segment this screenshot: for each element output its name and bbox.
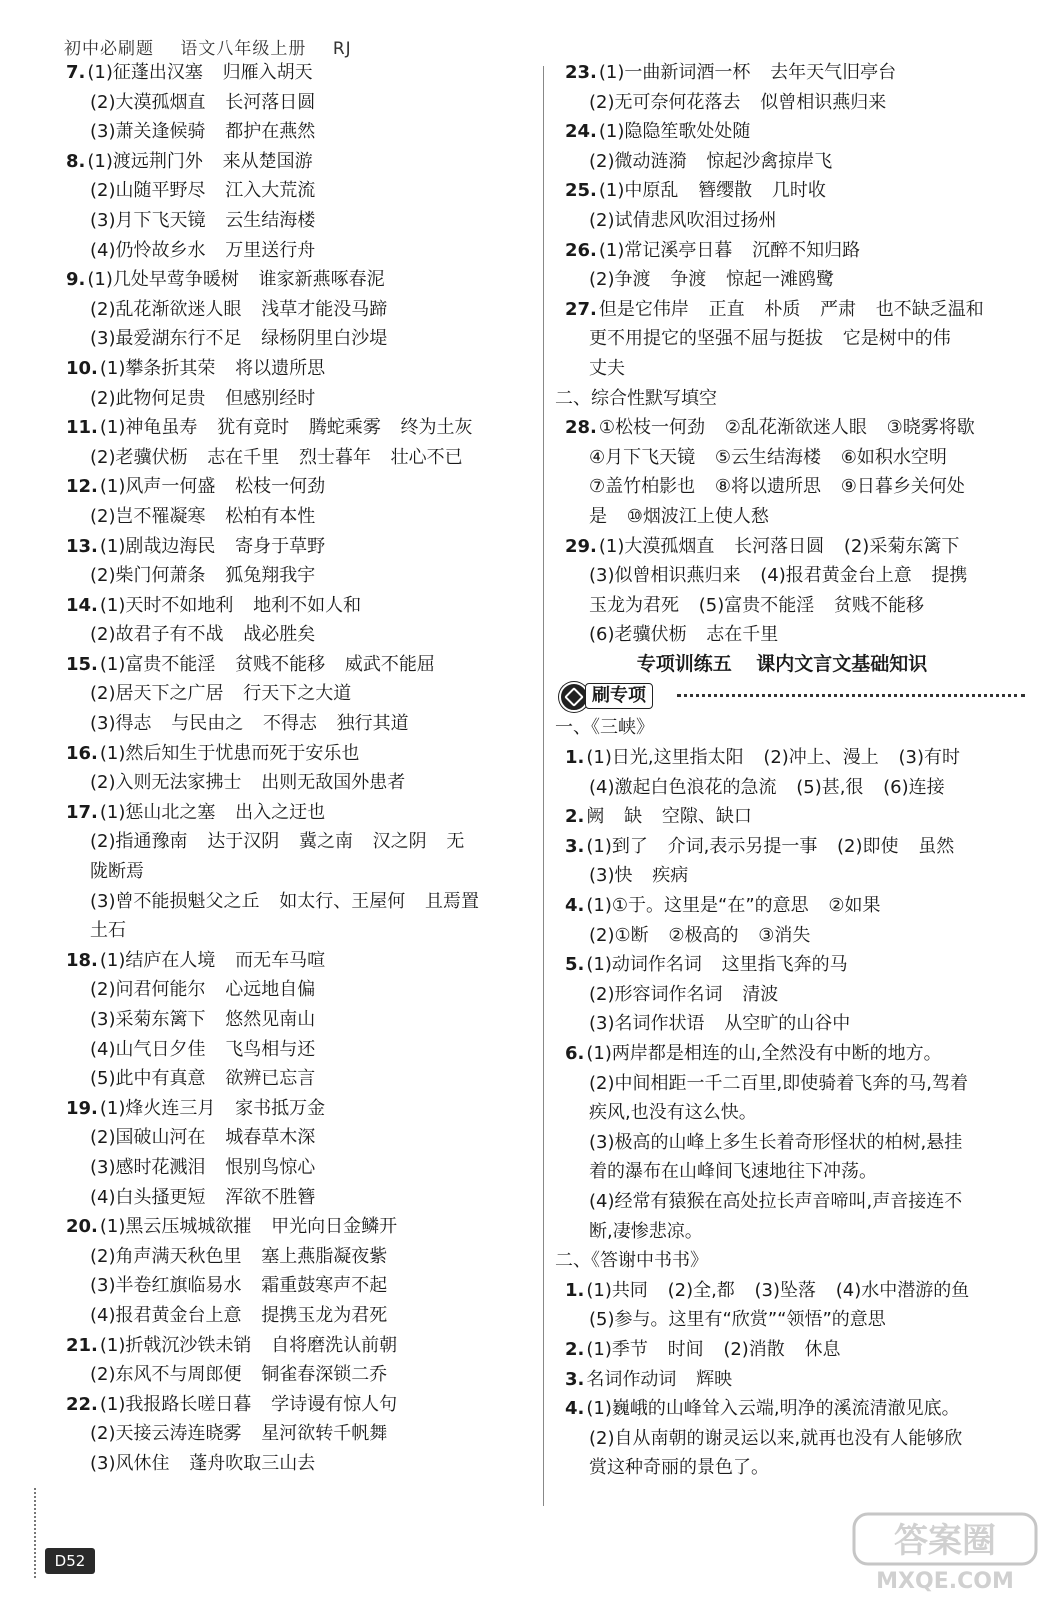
answer-text: ⑦盖竹柏影也 ⑧将以遗所思 ⑨日暮乡关何处	[589, 476, 965, 498]
answer-line	[56, 1449, 536, 1479]
question-number: 4.	[565, 1398, 585, 1420]
answer-line	[56, 1360, 536, 1390]
question-number: 16.	[66, 742, 98, 764]
question-number: 1.	[565, 1279, 585, 1301]
answer-line	[555, 1157, 1025, 1187]
answer-text: (2)形容词作名词 清波	[589, 983, 779, 1005]
answer-text: (3)极高的山峰上多生长着奇形怪状的柏树,悬挂	[589, 1131, 963, 1153]
answer-text: (2)柴门何萧条 狐兔翔我宇	[90, 565, 316, 587]
answer-text: (2)东风不与周郎便 铜雀春深锁二乔	[90, 1364, 388, 1386]
answer-line	[555, 1128, 1025, 1158]
section-heading	[555, 713, 1025, 743]
answer-line	[555, 561, 1025, 591]
answer-text: 玉龙为君死 (5)富贵不能淫 贫贱不能移	[589, 594, 924, 616]
answer-text: (1)攀条折其荣 将以遗所思	[99, 357, 326, 379]
answer-text: ④月下飞天镜 ⑤云生结海楼 ⑥如积水空明	[589, 446, 947, 468]
answer-line	[56, 1035, 536, 1065]
answer-line	[555, 950, 1025, 980]
answer-text: 名词作动词 辉映	[586, 1368, 733, 1390]
question-number: 24.	[565, 121, 597, 143]
answers-block-top	[555, 58, 1025, 650]
answer-line	[56, 413, 536, 443]
answer-text: 赏这种奇丽的景色了。	[589, 1457, 769, 1479]
question-number: 8.	[66, 150, 86, 172]
answer-text: (4)仍怜故乡水 万里送行舟	[90, 239, 316, 261]
answer-text: (3)采菊东篱下 悠然见南山	[90, 1009, 316, 1030]
answer-text: (3)名词作状语 从空旷的山谷中	[589, 1013, 851, 1035]
answer-line	[555, 88, 1025, 118]
answer-line	[56, 1094, 536, 1124]
answer-line	[56, 739, 536, 769]
answer-line	[56, 147, 536, 177]
answer-line	[56, 443, 536, 473]
answer-line	[56, 1183, 536, 1213]
answer-line	[555, 532, 1025, 562]
question-number: 1.	[565, 747, 585, 769]
question-number: 6.	[565, 1043, 585, 1064]
answer-line	[56, 857, 536, 887]
answer-text: (5)此中有真意 欲辨已忘言	[90, 1068, 316, 1090]
watermark-logo	[850, 1510, 1040, 1594]
answer-text: (1)我报路长嗟日暮 学诗谩有惊人句	[99, 1393, 398, 1415]
answer-text: (3)感时花溅泪 恨别鸟惊心	[90, 1156, 316, 1178]
column-divider	[543, 66, 544, 1506]
answer-line	[555, 773, 1025, 803]
answer-text: (1)富贵不能淫 贫贱不能移 威武不能屈	[99, 653, 435, 675]
answer-text: (2)争渡 争渡 惊起一滩鸥鹭	[589, 269, 834, 291]
answer-line	[555, 1365, 1025, 1395]
answer-text: (2)天接云涛连晓雾 星河欲转千帆舞	[90, 1423, 388, 1445]
answer-text: (2)国破山河在 城春草木深	[90, 1127, 316, 1149]
answer-line	[555, 443, 1025, 473]
answer-text: (1)大漠孤烟直 长河落日圆 (2)采菊东篱下	[598, 535, 960, 557]
answer-line	[555, 802, 1025, 832]
watermark-cn: 答案圈	[894, 1521, 996, 1561]
answer-text: (2)无可奈何花落去 似曾相识燕归来	[589, 91, 887, 113]
answer-text: (2)大漠孤烟直 长河落日圆	[90, 91, 316, 113]
question-number: 2.	[565, 1338, 585, 1360]
question-number: 11.	[66, 417, 98, 439]
answer-line	[56, 1064, 536, 1094]
answer-text: 断,凄惨悲凉。	[589, 1220, 703, 1242]
answer-text: (1)到了 介词,表示另提一事 (2)即使 虽然	[586, 835, 955, 857]
answer-text: (2)微动涟漪 惊起沙禽掠岸飞	[589, 150, 833, 172]
answer-line	[555, 502, 1025, 532]
answer-text: (2)入则无法家拂士 出则无敌国外患者	[90, 772, 406, 794]
answer-text: (2)指通豫南 达于汉阴 冀之南 汉之阴 无	[90, 831, 465, 853]
answer-line	[555, 832, 1025, 862]
answer-line	[56, 472, 536, 502]
answer-text: (2)角声满天秋色里 塞上燕脂凝夜紫	[90, 1245, 388, 1267]
answer-line	[56, 1419, 536, 1449]
question-number: 3.	[565, 835, 585, 857]
question-number: 23.	[565, 62, 597, 83]
answer-text: (2)试倩悲风吹泪过扬州	[589, 209, 777, 231]
question-number: 3.	[565, 1368, 585, 1390]
question-number: 27.	[565, 298, 597, 320]
answer-line	[555, 980, 1025, 1010]
answer-line	[56, 827, 536, 857]
answer-line	[555, 58, 1025, 88]
answer-text: (1)中原乱 簪缨散 几时收	[598, 180, 826, 202]
answer-line	[56, 887, 536, 917]
answer-text: (4)经常有猿猴在高处拉长声音啼叫,声音接连不	[589, 1190, 963, 1212]
answer-text: (4)白头搔更短 浑欲不胜簪	[90, 1186, 316, 1208]
section-title: 专项训练五 课内文言文基础知识	[636, 652, 928, 675]
answer-text: (2)居天下之广居 行天下之大道	[90, 683, 352, 705]
answer-text: (2)自从南朝的谢灵运以来,就再也没有人能够欣	[589, 1427, 963, 1449]
answer-text: (2)老骥伏枥 志在千里 烈士暮年 壮心不已	[90, 446, 463, 468]
answer-text: (1)几处早莺争暖树 谁家新燕啄春泥	[87, 269, 385, 291]
answer-text: (1)两岸都是相连的山,全然没有中断的地方。	[586, 1043, 942, 1064]
answer-text: (2)山随平野尽 江入大荒流	[90, 180, 316, 202]
answer-text: 土石	[90, 920, 126, 942]
answer-text: (1)巍峨的山峰耸入云端,明净的溪流清澈见底。	[586, 1398, 960, 1420]
answer-text: (1)结庐在人境 而无车马喧	[99, 949, 326, 971]
answer-line	[555, 891, 1025, 921]
answer-line	[56, 354, 536, 384]
answer-line	[555, 1009, 1025, 1039]
answer-text: (1)烽火连三月 家书抵万金	[99, 1097, 326, 1119]
answer-line	[56, 1271, 536, 1301]
answer-line	[56, 1153, 536, 1183]
answer-text: (3)似曾相识燕归来 (4)报君黄金台上意 提携	[589, 565, 968, 587]
answer-text: 更不用提它的坚强不屈与挺拔 它是树中的伟	[589, 328, 951, 350]
answers-block-bottom	[555, 713, 1025, 1482]
answer-line	[56, 532, 536, 562]
page-number-badge: D52	[45, 1548, 95, 1574]
answer-text: 阙 缺 空隙、缺口	[586, 806, 752, 828]
brush-label: 刷专项	[585, 683, 653, 709]
answer-line	[56, 295, 536, 325]
answer-text: (4)山气日夕佳 飞鸟相与还	[90, 1038, 316, 1060]
answer-text: (1)天时不如地利 地利不如人和	[99, 594, 362, 616]
page-header	[64, 34, 372, 59]
answer-line	[56, 265, 536, 295]
answer-line	[555, 1424, 1025, 1454]
answer-line	[56, 768, 536, 798]
answer-line	[555, 1098, 1025, 1128]
answer-text: (2)岂不罹凝寒 松柏有本性	[90, 505, 316, 527]
answer-text: 是 ⑩烟波江上使人愁	[589, 505, 769, 527]
answer-line	[56, 709, 536, 739]
answer-line	[555, 472, 1025, 502]
answer-line	[56, 1331, 536, 1361]
answer-line	[56, 798, 536, 828]
answer-text: (2)①断 ②极高的 ③消失	[589, 924, 811, 946]
question-number: 20.	[66, 1216, 98, 1238]
answer-line	[555, 354, 1025, 384]
answer-line	[56, 1212, 536, 1242]
question-number: 7.	[66, 62, 86, 83]
answer-line	[555, 147, 1025, 177]
answer-line	[56, 324, 536, 354]
answer-text: (1)共同 (2)全,都 (3)坠落 (4)水中潜游的鱼	[586, 1279, 970, 1301]
answer-text: 丈夫	[589, 357, 625, 379]
watermark-en: MXQE.COM	[876, 1569, 1014, 1594]
answer-line	[56, 176, 536, 206]
answer-text: (1)神龟虽寿 犹有竟时 腾蛇乘雾 终为土灰	[99, 417, 473, 439]
answer-text: (2)乱花渐欲迷人眼 浅草才能没马蹄	[90, 298, 388, 320]
answer-text: (1)黑云压城城欲摧 甲光向日金鳞开	[99, 1216, 398, 1238]
answer-text: (1)剧哉边海民 寄身于草野	[99, 535, 326, 557]
answer-text: 一、《三峡》	[555, 717, 654, 739]
answer-text: (4)激起白色浪花的急流 (5)甚,很 (6)连接	[589, 776, 945, 798]
question-number: 2.	[565, 806, 585, 828]
answer-line	[56, 502, 536, 532]
answer-text: (1)惩山北之塞 出入之迂也	[99, 801, 326, 823]
answer-text: 着的瀑布在山峰间飞速地往下冲荡。	[589, 1161, 877, 1183]
answer-line	[555, 1453, 1025, 1483]
answer-line	[56, 1390, 536, 1420]
question-number: 29.	[565, 535, 597, 557]
answer-line	[56, 1242, 536, 1272]
answer-line	[555, 921, 1025, 951]
answer-text: 二、综合性默写填空	[555, 387, 717, 409]
answer-line	[555, 743, 1025, 773]
question-number: 12.	[66, 476, 98, 498]
question-number: 21.	[66, 1334, 98, 1356]
answer-text: (1)然后知生于忧患而死于安乐也	[99, 742, 360, 764]
answer-line	[555, 324, 1025, 354]
answer-text: (3)风休住 蓬舟吹取三山去	[90, 1452, 316, 1474]
question-number: 13.	[66, 535, 98, 557]
answer-line	[555, 1394, 1025, 1424]
answer-text: (2)此物何足贵 但感别经时	[90, 387, 316, 409]
answer-line	[555, 1305, 1025, 1335]
answer-text: (3)得志 与民由之 不得志 独行其道	[90, 713, 409, 735]
answer-text: (1)风声一何盛 松枝一何劲	[99, 476, 326, 498]
answer-line	[56, 946, 536, 976]
question-number: 15.	[66, 653, 98, 675]
question-number: 9.	[66, 269, 86, 291]
right-column	[555, 58, 1025, 1483]
answer-line	[555, 1187, 1025, 1217]
answer-text: (3)萧关逢候骑 都护在燕然	[90, 121, 316, 143]
dotted-leader	[677, 694, 1025, 697]
answer-text: (3)最爱湖东行不足 绿杨阴里白沙堤	[90, 328, 388, 350]
brush-section-banner	[555, 679, 1025, 713]
answer-line	[555, 861, 1025, 891]
answer-line	[56, 975, 536, 1005]
answer-line	[56, 1301, 536, 1331]
answer-line	[555, 265, 1025, 295]
answer-line	[56, 1005, 536, 1035]
answer-line	[56, 206, 536, 236]
answer-text: (3)月下飞天镜 云生结海楼	[90, 209, 316, 231]
answer-line	[555, 1039, 1025, 1069]
answer-line	[555, 620, 1025, 650]
answer-text: 陇断焉	[90, 861, 144, 883]
answer-text: (1)一曲新词酒一杯 去年天气旧亭台	[598, 62, 897, 83]
book-title: 初中必刷题	[64, 39, 154, 59]
answer-line	[555, 591, 1025, 621]
answer-text: (1)隐隐笙歌处处随	[598, 121, 751, 143]
answer-line	[56, 236, 536, 266]
answer-text: 二、《答谢中书书》	[555, 1250, 708, 1272]
question-number: 19.	[66, 1097, 98, 1119]
question-number: 17.	[66, 801, 98, 823]
answer-text: (2)问君何能尔 心远地自偏	[90, 979, 316, 1001]
answer-line	[56, 591, 536, 621]
answer-line	[56, 561, 536, 591]
answer-text: (3)曾不能损魁父之丘 如太行、王屋何 且焉置	[90, 890, 479, 912]
answer-line	[56, 88, 536, 118]
answer-line	[555, 176, 1025, 206]
answer-line	[555, 413, 1025, 443]
question-number: 25.	[565, 180, 597, 202]
answer-text: 疾风,也没有这么快。	[589, 1102, 757, 1124]
answer-line	[56, 58, 536, 88]
question-number: 10.	[66, 357, 98, 379]
answer-text: (1)动词作名词 这里指飞奔的马	[586, 954, 848, 976]
answer-line	[555, 1276, 1025, 1306]
answer-line	[555, 1217, 1025, 1247]
answer-line	[555, 206, 1025, 236]
answer-line	[56, 679, 536, 709]
question-number: 22.	[66, 1393, 98, 1415]
question-number: 28.	[565, 417, 597, 439]
answer-line	[56, 620, 536, 650]
answer-text: (1)①于。这里是“在”的意思 ②如果	[586, 895, 881, 917]
answer-line	[56, 1123, 536, 1153]
section-heading	[555, 1246, 1025, 1276]
answer-line	[555, 1335, 1025, 1365]
answer-text: (5)参与。这里有“欣赏”“领悟”的意思	[589, 1309, 886, 1331]
section-heading	[555, 384, 1025, 414]
answer-text: (1)日光,这里指太阳 (2)冲上、漫上 (3)有时	[586, 747, 961, 769]
answer-text: (1)折戟沉沙铁未销 自将磨洗认前朝	[99, 1334, 398, 1356]
answer-text: (1)常记溪亭日暮 沉醉不知归路	[598, 239, 861, 261]
answer-text: (3)半卷红旗临易水 霜重鼓寒声不起	[90, 1275, 388, 1297]
answer-text: ①松枝一何劲 ②乱花渐欲迷人眼 ③晓雾将歇	[598, 417, 975, 439]
question-number: 5.	[565, 954, 585, 976]
answer-text: (6)老骥伏枥 志在千里	[589, 624, 779, 646]
page-corner-dots	[34, 1488, 36, 1578]
answer-line	[56, 916, 536, 946]
left-column	[56, 58, 536, 1479]
answer-line	[555, 236, 1025, 266]
question-number: 26.	[565, 239, 597, 261]
answer-line	[56, 384, 536, 414]
answer-line	[56, 650, 536, 680]
answer-line	[555, 117, 1025, 147]
answer-text: (4)报君黄金台上意 提携玉龙为君死	[90, 1304, 388, 1326]
question-number: 18.	[66, 949, 98, 971]
answer-text: (2)中间相距一千二百里,即使骑着飞奔的马,驾着	[589, 1072, 968, 1094]
answer-line	[555, 295, 1025, 325]
subject-title: 语文八年级上册	[180, 39, 307, 59]
answer-text: 但是它伟岸 正直 朴质 严肃 也不缺乏温和	[598, 298, 984, 320]
question-number: 14.	[66, 594, 98, 616]
answer-line	[555, 1069, 1025, 1099]
edition-label: RJ	[332, 39, 352, 59]
answer-text: (3)快 疾病	[589, 865, 689, 887]
answer-text: (1)渡远荆门外 来从楚国游	[87, 150, 313, 172]
answer-text: (1)季节 时间 (2)消散 休息	[586, 1338, 841, 1360]
answer-text: (2)故君子有不战 战必胜矣	[90, 624, 316, 646]
question-number: 4.	[565, 895, 585, 917]
answer-text: (1)征蓬出汉塞 归雁入胡天	[87, 62, 313, 83]
answer-line	[56, 117, 536, 147]
